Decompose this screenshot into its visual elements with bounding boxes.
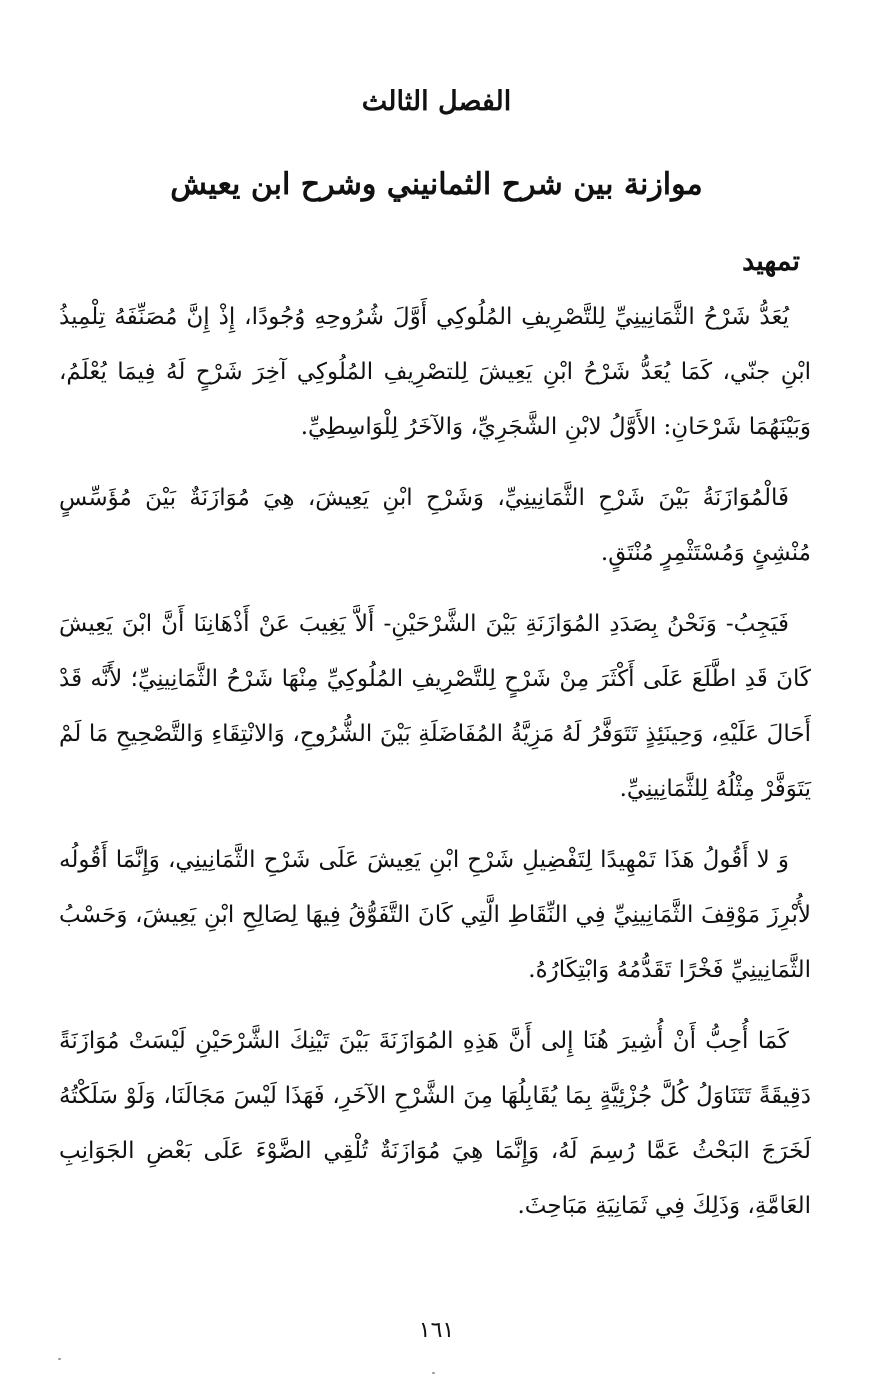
paragraph: وَ لا أَقُولُ هَذَا تَمْهِيدًا لِتَفْضِيلِ شَرْحِ ابْنِ يَعِيشَ عَلَى شَرْحِ الثَّمَانِينِي، وَإِنَّمَا أَقُولُه لأُبْرِزَ مَوْقِفَ الثَّمَانِينِيِّ فِي النِّقَاطِ الَّتِي كَانَ التَّفَوُّقُ فِيهَا لِصَالِحِ ابْنِ يَعِيشَ، وَحَسْبُ الثَّمَانِينِيِّ فَخْرًا تَقَدُّمُهُ وَابْتِكَارُهُ. — [59, 847, 811, 983]
page-number: ١٦١ — [418, 1318, 455, 1343]
paragraph: فَالْمُوَازَنَةُ بَيْنَ شَرْحِ الثَّمَانِينِيِّ، وَشَرْحِ ابْنِ يَعِيشَ، هِيَ مُوَازَنَةٌ بَيْنَ مُؤَسِّسٍ مُنْشِئٍ وَمُسْتَثْمِرٍ مُنْتَقٍ. — [59, 485, 811, 566]
paragraph: فَيَجِبُ- وَنَحْنُ بِصَدَدِ المُوَازَنَةِ بَيْنَ الشَّرْحَيْنِ- أَلاَّ يَغِيبَ عَنْ أَذْهَانِنَا أَنَّ ابْنَ يَعِيشَ كَانَ قَدِ اطَّلَعَ عَلَى أَكْثَرَ مِنْ شَرْحٍ لِلتَّصْرِيفِ المُلُوكِيِّ مِنْهَا شَرْحُ الثَّمَانِينِيِّ؛ لأَنَّه قَدْ أَحَالَ عَلَيْهِ، وَحِينَئِذٍ تَتَوَفَّرُ لَهُ مَزِيَّةُ المُفَاضَلَةِ بَيْنَ الشُّرُوحِ، وَالانْتِقَاءِ وَالتَّصْحِيحِ مَا لَمْ يَتَوَفَّرْ مِثْلُهُ لِلثَّمَانِينِيِّ. — [59, 611, 811, 802]
body-text — [59, 290, 811, 1250]
section-heading: تمهيد — [742, 246, 800, 277]
scan-speck — [58, 1358, 61, 1360]
paragraph: كَمَا أُحِبُّ أَنْ أُشِيرَ هُنَا إِلى أَنَّ هَذِهِ المُوَازَنَةَ بَيْنَ تَيْنِكَ الشَّرْحَيْنِ لَيْسَتْ مُوَازَنَةً دَقِيقَةً تَتَنَاوَلُ كُلَّ جُزْئِيَّةٍ بِمَا يُقَابِلُهَا مِنَ الشَّرْحِ الآخَرِ، فَهَذَا لَيْسَ مَجَالَنَا، وَلَوْ سَلَكْتُهُ لَخَرَجَ البَحْثُ عَمَّا رُسِمَ لَهُ، وَإِنَّمَا هِيَ مُوَازَنَةٌ تُلْقِي الضَّوْءَ عَلَى بَعْضِ الجَوَانِبِ العَامَّةِ، وَذَلِكَ فِي ثَمَانِيَةِ مَبَاحِثَ. — [59, 1028, 811, 1219]
chapter-title: موازنة بين شرح الثمانيني وشرح ابن يعيش — [170, 167, 703, 202]
chapter-heading: الفصل الثالث — [361, 86, 512, 117]
paragraph: يُعَدُّ شَرْحُ الثَّمَانِينِيِّ لِلتَّصْرِيفِ المُلُوكِي أَوَّلَ شُرُوحِهِ وُجُودًا، إِذْ إِنَّ مُصَنِّفَهُ تِلْمِيذُ ابْنِ جنّي، كَمَا يُعَدُّ شَرْحُ ابْنِ يَعِيشَ لِلتصْرِيفِ المُلُوكِي آخِرَ شَرْحٍ لَهُ فِيمَا يُعْلَمُ، وَبَيْنَهُمَا شَرْحَانِ: الأَوَّلُ لابْنِ الشَّجَرِيِّ، وَالآخَرُ لِلْوَاسِطِيِّ. — [59, 304, 811, 440]
scan-speck — [432, 1372, 435, 1374]
